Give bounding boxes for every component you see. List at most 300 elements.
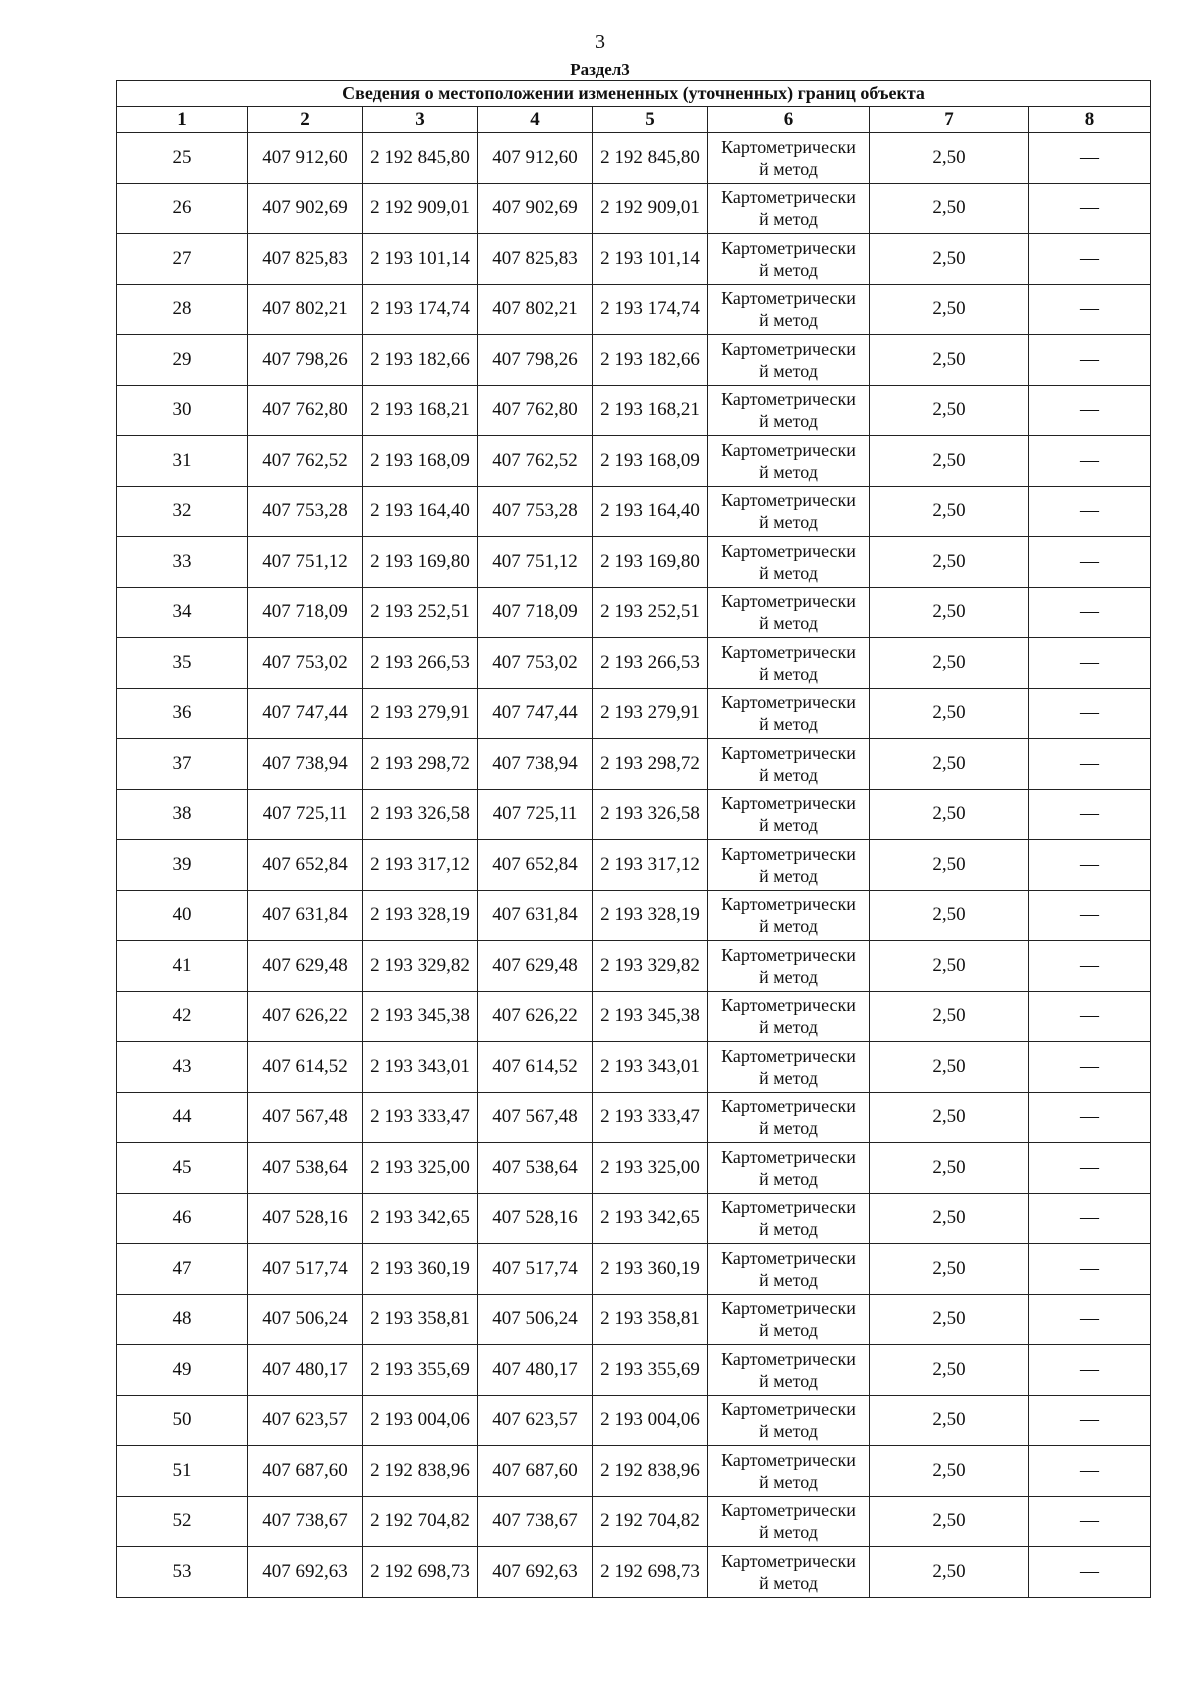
x-new-cell: 407 517,74: [478, 1244, 593, 1295]
table-row: [117, 890, 1151, 941]
x-new-cell: 407 751,12: [478, 537, 593, 588]
y-new-cell: 2 193 168,21: [593, 385, 708, 436]
method-text-line2: й метод: [759, 360, 818, 381]
x-existing-cell: 407 506,24: [248, 1294, 363, 1345]
y-existing-cell: 2 193 174,74: [363, 284, 478, 335]
point-number-cell: 48: [117, 1294, 248, 1345]
y-new-cell: 2 193 169,80: [593, 537, 708, 588]
table-row: [117, 436, 1151, 487]
method-text-line2: й метод: [759, 865, 818, 886]
point-number-cell: 41: [117, 941, 248, 992]
x-existing-cell: 407 902,69: [248, 183, 363, 234]
description-cell: —: [1029, 1446, 1151, 1497]
x-new-cell: 407 528,16: [478, 1193, 593, 1244]
table-row: [117, 335, 1151, 386]
y-new-cell: 2 193 279,91: [593, 688, 708, 739]
point-number-cell: 45: [117, 1143, 248, 1194]
point-number-cell: 53: [117, 1547, 248, 1598]
description-cell: —: [1029, 1294, 1151, 1345]
y-new-cell: 2 192 909,01: [593, 183, 708, 234]
method-cell: [708, 1244, 870, 1295]
method-cell: [708, 1042, 870, 1093]
point-number-cell: 39: [117, 840, 248, 891]
y-existing-cell: 2 192 704,82: [363, 1496, 478, 1547]
accuracy-cell: 2,50: [870, 385, 1029, 436]
x-new-cell: 407 567,48: [478, 1092, 593, 1143]
point-number-cell: 38: [117, 789, 248, 840]
table-row: [117, 1294, 1151, 1345]
y-existing-cell: 2 193 326,58: [363, 789, 478, 840]
x-new-cell: 407 692,63: [478, 1547, 593, 1598]
x-new-cell: 407 718,09: [478, 587, 593, 638]
description-cell: —: [1029, 1345, 1151, 1396]
method-text-line1: Картометрически: [721, 641, 856, 662]
y-existing-cell: 2 193 333,47: [363, 1092, 478, 1143]
method-text-line2: й метод: [759, 1269, 818, 1290]
x-new-cell: 407 538,64: [478, 1143, 593, 1194]
method-text-line1: Картометрически: [721, 338, 856, 359]
x-existing-cell: 407 626,22: [248, 991, 363, 1042]
method-cell: [708, 840, 870, 891]
x-existing-cell: 407 802,21: [248, 284, 363, 335]
section-title: Раздел3: [570, 60, 630, 79]
method-cell: [708, 1547, 870, 1598]
column-header-row: [117, 107, 1151, 133]
description-cell: —: [1029, 183, 1151, 234]
method-text-line2: й метод: [759, 1017, 818, 1038]
method-cell: [708, 890, 870, 941]
x-new-cell: 407 614,52: [478, 1042, 593, 1093]
y-existing-cell: 2 193 252,51: [363, 587, 478, 638]
description-cell: —: [1029, 587, 1151, 638]
method-text-line1: Картометрически: [721, 187, 856, 208]
y-new-cell: 2 193 266,53: [593, 638, 708, 689]
method-cell: [708, 1143, 870, 1194]
method-text-line1: Картометрически: [721, 1247, 856, 1268]
column-header: 2: [248, 107, 363, 133]
point-number-cell: 47: [117, 1244, 248, 1295]
method-text-line2: й метод: [759, 158, 818, 179]
x-new-cell: 407 762,80: [478, 385, 593, 436]
description-cell: —: [1029, 284, 1151, 335]
y-new-cell: 2 193 345,38: [593, 991, 708, 1042]
point-number-cell: 33: [117, 537, 248, 588]
point-number-cell: 32: [117, 486, 248, 537]
y-existing-cell: 2 192 845,80: [363, 133, 478, 184]
table-row: [117, 1496, 1151, 1547]
description-cell: —: [1029, 789, 1151, 840]
description-cell: —: [1029, 840, 1151, 891]
y-new-cell: 2 193 328,19: [593, 890, 708, 941]
method-text-line1: Картометрически: [721, 288, 856, 309]
x-existing-cell: 407 567,48: [248, 1092, 363, 1143]
description-cell: —: [1029, 890, 1151, 941]
table-row: [117, 638, 1151, 689]
y-new-cell: 2 192 704,82: [593, 1496, 708, 1547]
method-text-line2: й метод: [759, 966, 818, 987]
accuracy-cell: 2,50: [870, 335, 1029, 386]
y-existing-cell: 2 193 355,69: [363, 1345, 478, 1396]
column-header: 4: [478, 107, 593, 133]
description-cell: —: [1029, 638, 1151, 689]
y-existing-cell: 2 192 838,96: [363, 1446, 478, 1497]
column-header: 1: [117, 107, 248, 133]
method-text-line1: Картометрически: [721, 995, 856, 1016]
x-new-cell: 407 725,11: [478, 789, 593, 840]
y-new-cell: 2 193 182,66: [593, 335, 708, 386]
method-text-line1: Картометрически: [721, 591, 856, 612]
method-cell: [708, 1395, 870, 1446]
y-existing-cell: 2 193 164,40: [363, 486, 478, 537]
x-existing-cell: 407 738,67: [248, 1496, 363, 1547]
method-cell: [708, 587, 870, 638]
table-row: [117, 1042, 1151, 1093]
x-existing-cell: 407 623,57: [248, 1395, 363, 1446]
accuracy-cell: 2,50: [870, 537, 1029, 588]
x-existing-cell: 407 614,52: [248, 1042, 363, 1093]
accuracy-cell: 2,50: [870, 183, 1029, 234]
accuracy-cell: 2,50: [870, 840, 1029, 891]
method-text-line2: й метод: [759, 1370, 818, 1391]
method-cell: [708, 234, 870, 285]
point-number-cell: 52: [117, 1496, 248, 1547]
point-number-cell: 42: [117, 991, 248, 1042]
x-existing-cell: 407 692,63: [248, 1547, 363, 1598]
coordinates-table: [116, 80, 1151, 1598]
point-number-cell: 36: [117, 688, 248, 739]
accuracy-cell: 2,50: [870, 234, 1029, 285]
table-row: [117, 1345, 1151, 1396]
method-text-line2: й метод: [759, 1471, 818, 1492]
table-row: [117, 1244, 1151, 1295]
method-text-line1: Картометрически: [721, 1449, 856, 1470]
column-header: 8: [1029, 107, 1151, 133]
accuracy-cell: 2,50: [870, 739, 1029, 790]
method-text-line1: Картометрически: [721, 1550, 856, 1571]
description-cell: —: [1029, 1143, 1151, 1194]
point-number-cell: 28: [117, 284, 248, 335]
accuracy-cell: 2,50: [870, 1143, 1029, 1194]
method-cell: [708, 1092, 870, 1143]
y-existing-cell: 2 193 342,65: [363, 1193, 478, 1244]
method-cell: [708, 941, 870, 992]
accuracy-cell: 2,50: [870, 1193, 1029, 1244]
method-cell: [708, 688, 870, 739]
y-new-cell: 2 193 358,81: [593, 1294, 708, 1345]
point-number-cell: 25: [117, 133, 248, 184]
method-text-line2: й метод: [759, 461, 818, 482]
y-existing-cell: 2 192 909,01: [363, 183, 478, 234]
description-cell: —: [1029, 1547, 1151, 1598]
x-new-cell: 407 802,21: [478, 284, 593, 335]
table-row: [117, 941, 1151, 992]
x-existing-cell: 407 753,02: [248, 638, 363, 689]
point-number-cell: 50: [117, 1395, 248, 1446]
y-new-cell: 2 193 317,12: [593, 840, 708, 891]
y-existing-cell: 2 193 360,19: [363, 1244, 478, 1295]
accuracy-cell: 2,50: [870, 1244, 1029, 1295]
y-existing-cell: 2 193 317,12: [363, 840, 478, 891]
y-new-cell: 2 193 252,51: [593, 587, 708, 638]
y-existing-cell: 2 192 698,73: [363, 1547, 478, 1598]
method-text-line1: Картометрически: [721, 1298, 856, 1319]
y-new-cell: 2 193 174,74: [593, 284, 708, 335]
table-row: [117, 486, 1151, 537]
column-header: 3: [363, 107, 478, 133]
point-number-cell: 49: [117, 1345, 248, 1396]
method-text-line2: й метод: [759, 1118, 818, 1139]
accuracy-cell: 2,50: [870, 890, 1029, 941]
accuracy-cell: 2,50: [870, 587, 1029, 638]
x-new-cell: 407 738,94: [478, 739, 593, 790]
table-row: [117, 739, 1151, 790]
description-cell: —: [1029, 1092, 1151, 1143]
y-new-cell: 2 193 333,47: [593, 1092, 708, 1143]
accuracy-cell: 2,50: [870, 1345, 1029, 1396]
x-existing-cell: 407 629,48: [248, 941, 363, 992]
accuracy-cell: 2,50: [870, 284, 1029, 335]
description-cell: —: [1029, 234, 1151, 285]
x-existing-cell: 407 751,12: [248, 537, 363, 588]
table-row: [117, 587, 1151, 638]
description-cell: —: [1029, 1042, 1151, 1093]
method-text-line1: Картометрически: [721, 1348, 856, 1369]
x-new-cell: 407 902,69: [478, 183, 593, 234]
method-text-line1: Картометрически: [721, 237, 856, 258]
accuracy-cell: 2,50: [870, 638, 1029, 689]
method-text-line2: й метод: [759, 562, 818, 583]
x-existing-cell: 407 718,09: [248, 587, 363, 638]
y-new-cell: 2 193 329,82: [593, 941, 708, 992]
method-cell: [708, 183, 870, 234]
page-number: 3: [595, 31, 605, 53]
method-text-line2: й метод: [759, 209, 818, 230]
point-number-cell: 43: [117, 1042, 248, 1093]
method-cell: [708, 1294, 870, 1345]
method-cell: [708, 789, 870, 840]
x-existing-cell: 407 631,84: [248, 890, 363, 941]
accuracy-cell: 2,50: [870, 1092, 1029, 1143]
table-row: [117, 1092, 1151, 1143]
method-text-line1: Картометрически: [721, 1399, 856, 1420]
table-row: [117, 840, 1151, 891]
method-text-line2: й метод: [759, 916, 818, 937]
x-new-cell: 407 687,60: [478, 1446, 593, 1497]
y-existing-cell: 2 193 279,91: [363, 688, 478, 739]
method-cell: [708, 1496, 870, 1547]
accuracy-cell: 2,50: [870, 436, 1029, 487]
x-existing-cell: 407 517,74: [248, 1244, 363, 1295]
y-existing-cell: 2 193 345,38: [363, 991, 478, 1042]
accuracy-cell: 2,50: [870, 1294, 1029, 1345]
table-row: [117, 991, 1151, 1042]
y-existing-cell: 2 193 298,72: [363, 739, 478, 790]
x-new-cell: 407 738,67: [478, 1496, 593, 1547]
method-cell: [708, 436, 870, 487]
table-row: [117, 537, 1151, 588]
table-row: [117, 284, 1151, 335]
method-text-line2: й метод: [759, 1219, 818, 1240]
table-row: [117, 183, 1151, 234]
x-new-cell: 407 753,02: [478, 638, 593, 689]
method-text-line2: й метод: [759, 1320, 818, 1341]
method-text-line1: Картометрически: [721, 1146, 856, 1167]
x-new-cell: 407 626,22: [478, 991, 593, 1042]
table-row: [117, 1446, 1151, 1497]
description-cell: —: [1029, 941, 1151, 992]
point-number-cell: 30: [117, 385, 248, 436]
method-cell: [708, 537, 870, 588]
method-cell: [708, 284, 870, 335]
accuracy-cell: 2,50: [870, 1395, 1029, 1446]
column-header: 7: [870, 107, 1029, 133]
x-existing-cell: 407 762,80: [248, 385, 363, 436]
description-cell: —: [1029, 1395, 1151, 1446]
method-text-line2: й метод: [759, 512, 818, 533]
x-new-cell: 407 629,48: [478, 941, 593, 992]
point-number-cell: 27: [117, 234, 248, 285]
x-existing-cell: 407 798,26: [248, 335, 363, 386]
description-cell: —: [1029, 688, 1151, 739]
description-cell: —: [1029, 1244, 1151, 1295]
method-cell: [708, 133, 870, 184]
y-new-cell: 2 192 698,73: [593, 1547, 708, 1598]
method-text-line1: Картометрически: [721, 843, 856, 864]
x-new-cell: 407 825,83: [478, 234, 593, 285]
y-new-cell: 2 193 164,40: [593, 486, 708, 537]
point-number-cell: 44: [117, 1092, 248, 1143]
x-new-cell: 407 912,60: [478, 133, 593, 184]
x-existing-cell: 407 480,17: [248, 1345, 363, 1396]
method-text-line1: Картометрически: [721, 1500, 856, 1521]
method-cell: [708, 335, 870, 386]
method-text-line2: й метод: [759, 663, 818, 684]
y-existing-cell: 2 193 168,09: [363, 436, 478, 487]
point-number-cell: 40: [117, 890, 248, 941]
method-text-line1: Картометрически: [721, 136, 856, 157]
y-new-cell: 2 193 298,72: [593, 739, 708, 790]
y-existing-cell: 2 193 266,53: [363, 638, 478, 689]
description-cell: —: [1029, 1496, 1151, 1547]
table-row: [117, 234, 1151, 285]
y-new-cell: 2 193 343,01: [593, 1042, 708, 1093]
point-number-cell: 34: [117, 587, 248, 638]
y-existing-cell: 2 193 101,14: [363, 234, 478, 285]
y-new-cell: 2 193 168,09: [593, 436, 708, 487]
method-text-line1: Картометрически: [721, 1096, 856, 1117]
x-new-cell: 407 506,24: [478, 1294, 593, 1345]
method-text-line1: Картометрически: [721, 389, 856, 410]
accuracy-cell: 2,50: [870, 789, 1029, 840]
table-row: [117, 1143, 1151, 1194]
x-existing-cell: 407 687,60: [248, 1446, 363, 1497]
method-text-line1: Картометрически: [721, 742, 856, 763]
x-new-cell: 407 480,17: [478, 1345, 593, 1396]
method-cell: [708, 1345, 870, 1396]
y-existing-cell: 2 193 004,06: [363, 1395, 478, 1446]
method-text-line2: й метод: [759, 1572, 818, 1593]
method-text-line1: Картометрически: [721, 439, 856, 460]
accuracy-cell: 2,50: [870, 1496, 1029, 1547]
accuracy-cell: 2,50: [870, 133, 1029, 184]
x-new-cell: 407 798,26: [478, 335, 593, 386]
method-text-line2: й метод: [759, 1421, 818, 1442]
method-text-line2: й метод: [759, 1168, 818, 1189]
x-existing-cell: 407 825,83: [248, 234, 363, 285]
accuracy-cell: 2,50: [870, 991, 1029, 1042]
description-cell: —: [1029, 739, 1151, 790]
method-cell: [708, 486, 870, 537]
x-existing-cell: 407 725,11: [248, 789, 363, 840]
method-cell: [708, 991, 870, 1042]
table-row: [117, 1193, 1151, 1244]
accuracy-cell: 2,50: [870, 941, 1029, 992]
x-existing-cell: 407 528,16: [248, 1193, 363, 1244]
method-text-line2: й метод: [759, 310, 818, 331]
description-cell: —: [1029, 385, 1151, 436]
description-cell: —: [1029, 486, 1151, 537]
method-text-line2: й метод: [759, 764, 818, 785]
x-existing-cell: 407 538,64: [248, 1143, 363, 1194]
table-row: [117, 1547, 1151, 1598]
method-text-line1: Картометрически: [721, 944, 856, 965]
x-new-cell: 407 762,52: [478, 436, 593, 487]
x-existing-cell: 407 762,52: [248, 436, 363, 487]
y-existing-cell: 2 193 358,81: [363, 1294, 478, 1345]
method-text-line1: Картометрически: [721, 793, 856, 814]
method-cell: [708, 638, 870, 689]
point-number-cell: 37: [117, 739, 248, 790]
y-existing-cell: 2 193 325,00: [363, 1143, 478, 1194]
x-existing-cell: 407 652,84: [248, 840, 363, 891]
x-existing-cell: 407 738,94: [248, 739, 363, 790]
y-new-cell: 2 193 360,19: [593, 1244, 708, 1295]
description-cell: —: [1029, 436, 1151, 487]
accuracy-cell: 2,50: [870, 486, 1029, 537]
y-new-cell: 2 193 342,65: [593, 1193, 708, 1244]
y-new-cell: 2 193 325,00: [593, 1143, 708, 1194]
table-body: [117, 133, 1151, 1598]
accuracy-cell: 2,50: [870, 1446, 1029, 1497]
table-row: [117, 1395, 1151, 1446]
method-text-line2: й метод: [759, 1522, 818, 1543]
column-header: 6: [708, 107, 870, 133]
method-text-line1: Картометрически: [721, 692, 856, 713]
accuracy-cell: 2,50: [870, 688, 1029, 739]
y-existing-cell: 2 193 169,80: [363, 537, 478, 588]
method-cell: [708, 385, 870, 436]
method-text-line2: й метод: [759, 1067, 818, 1088]
table-caption: Сведения о местоположении измененных (уточненных) границ объекта: [117, 81, 1151, 107]
x-existing-cell: 407 747,44: [248, 688, 363, 739]
method-text-line1: Картометрически: [721, 1197, 856, 1218]
description-cell: —: [1029, 537, 1151, 588]
point-number-cell: 46: [117, 1193, 248, 1244]
x-existing-cell: 407 912,60: [248, 133, 363, 184]
y-existing-cell: 2 193 343,01: [363, 1042, 478, 1093]
point-number-cell: 35: [117, 638, 248, 689]
method-text-line2: й метод: [759, 714, 818, 735]
y-existing-cell: 2 193 329,82: [363, 941, 478, 992]
table-row: [117, 688, 1151, 739]
y-existing-cell: 2 193 182,66: [363, 335, 478, 386]
y-existing-cell: 2 193 168,21: [363, 385, 478, 436]
method-cell: [708, 1446, 870, 1497]
column-header: 5: [593, 107, 708, 133]
x-new-cell: 407 747,44: [478, 688, 593, 739]
point-number-cell: 31: [117, 436, 248, 487]
method-text-line1: Картометрически: [721, 490, 856, 511]
